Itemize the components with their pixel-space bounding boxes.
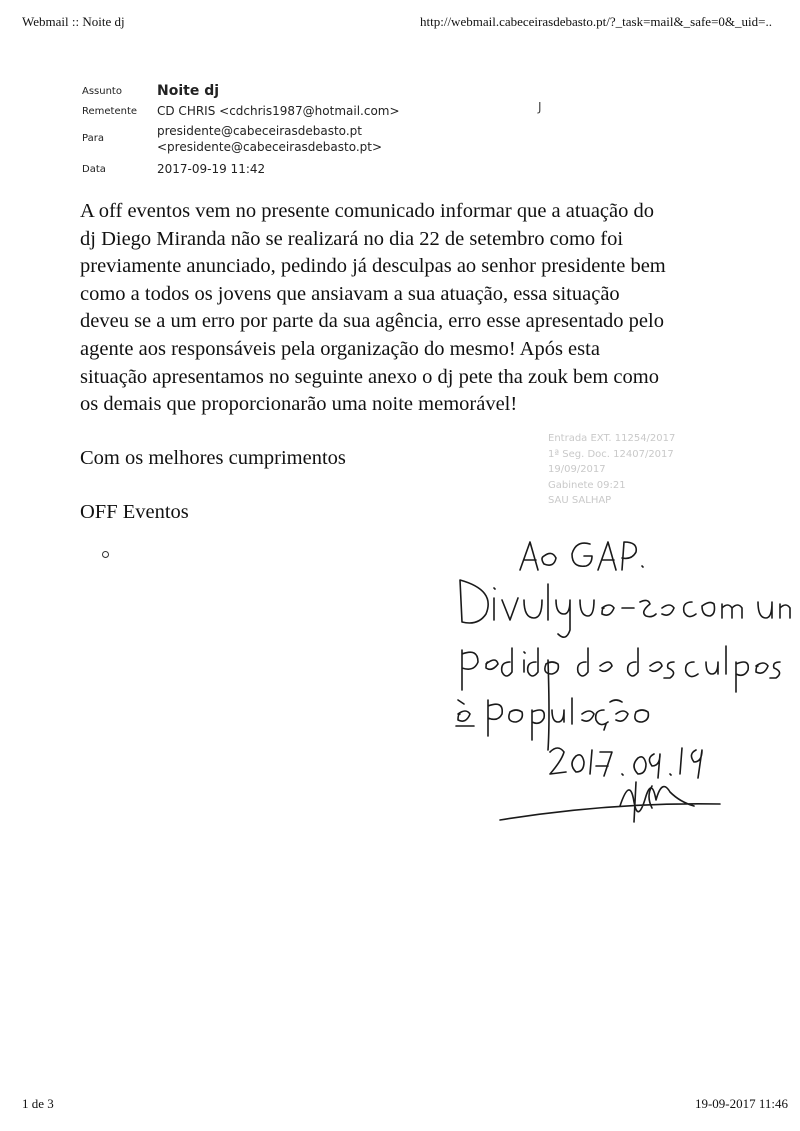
email-metadata bbox=[82, 83, 400, 181]
stamp-line: SAU SALHAP bbox=[548, 495, 612, 506]
to-label: Para bbox=[82, 133, 104, 144]
date-label: Data bbox=[82, 164, 106, 175]
email-to-line: <presidente@cabeceirasdebasto.pt> bbox=[157, 140, 383, 154]
email-date: 2017-09-19 11:42 bbox=[157, 162, 266, 176]
body-line: A off eventos vem no presente comunicado informar que a atuação do bbox=[80, 200, 654, 222]
stamp-line: Entrada EXT. 11254/2017 bbox=[548, 433, 676, 444]
print-header-title: Webmail :: Noite dj bbox=[22, 14, 125, 29]
stamp-line: 19/09/2017 bbox=[548, 464, 606, 475]
email-subject: Noite dj bbox=[157, 83, 220, 99]
body-line: como a todos os jovens que ansiavam a sua atuação, essa situação bbox=[80, 282, 620, 305]
entry-stamp bbox=[548, 431, 675, 509]
bullet-icon bbox=[102, 551, 109, 558]
body-line: os demais que proporcionarão uma noite memorável! bbox=[80, 393, 518, 416]
email-to bbox=[157, 123, 382, 155]
email-from: CD CHRIS <cdchris1987@hotmail.com> bbox=[157, 104, 400, 118]
body-line: dj Diego Miranda não se realizará no dia 22 de setembro como foi bbox=[80, 227, 624, 250]
body-line: previamente anunciado, pedindo já desculpas ao senhor presidente bem bbox=[80, 255, 666, 278]
margin-mark: J bbox=[538, 100, 542, 114]
body-line: agente aos responsáveis pela organização do mesmo! Após esta bbox=[80, 337, 600, 360]
subject-label: Assunto bbox=[82, 86, 122, 97]
email-body bbox=[80, 198, 760, 419]
print-header-url: http://webmail.cabeceirasdebasto.pt/?_task=mail&_safe=0&_uid=.. bbox=[420, 14, 772, 29]
print-timestamp: 19-09-2017 11:46 bbox=[694, 1096, 788, 1111]
body-line: deveu se a um erro por parte da sua agência, erro esse apresentado pelo bbox=[80, 310, 664, 333]
stamp-line: 1ª Seg. Doc. 12407/2017 bbox=[548, 448, 674, 460]
sender-signature: OFF Eventos bbox=[80, 501, 189, 523]
body-line: situação apresentamos no seguinte anexo o dj pete tha zouk bem como bbox=[80, 365, 659, 388]
email-to-line: presidente@cabeceirasdebasto.pt bbox=[157, 124, 362, 138]
from-label: Remetente bbox=[82, 106, 138, 117]
stamp-line: Gabinete 09:21 bbox=[548, 479, 626, 491]
closing-line: Com os melhores cumprimentos bbox=[80, 447, 346, 469]
handwritten-note bbox=[440, 530, 800, 830]
page-number: 1 de 3 bbox=[22, 1096, 54, 1111]
